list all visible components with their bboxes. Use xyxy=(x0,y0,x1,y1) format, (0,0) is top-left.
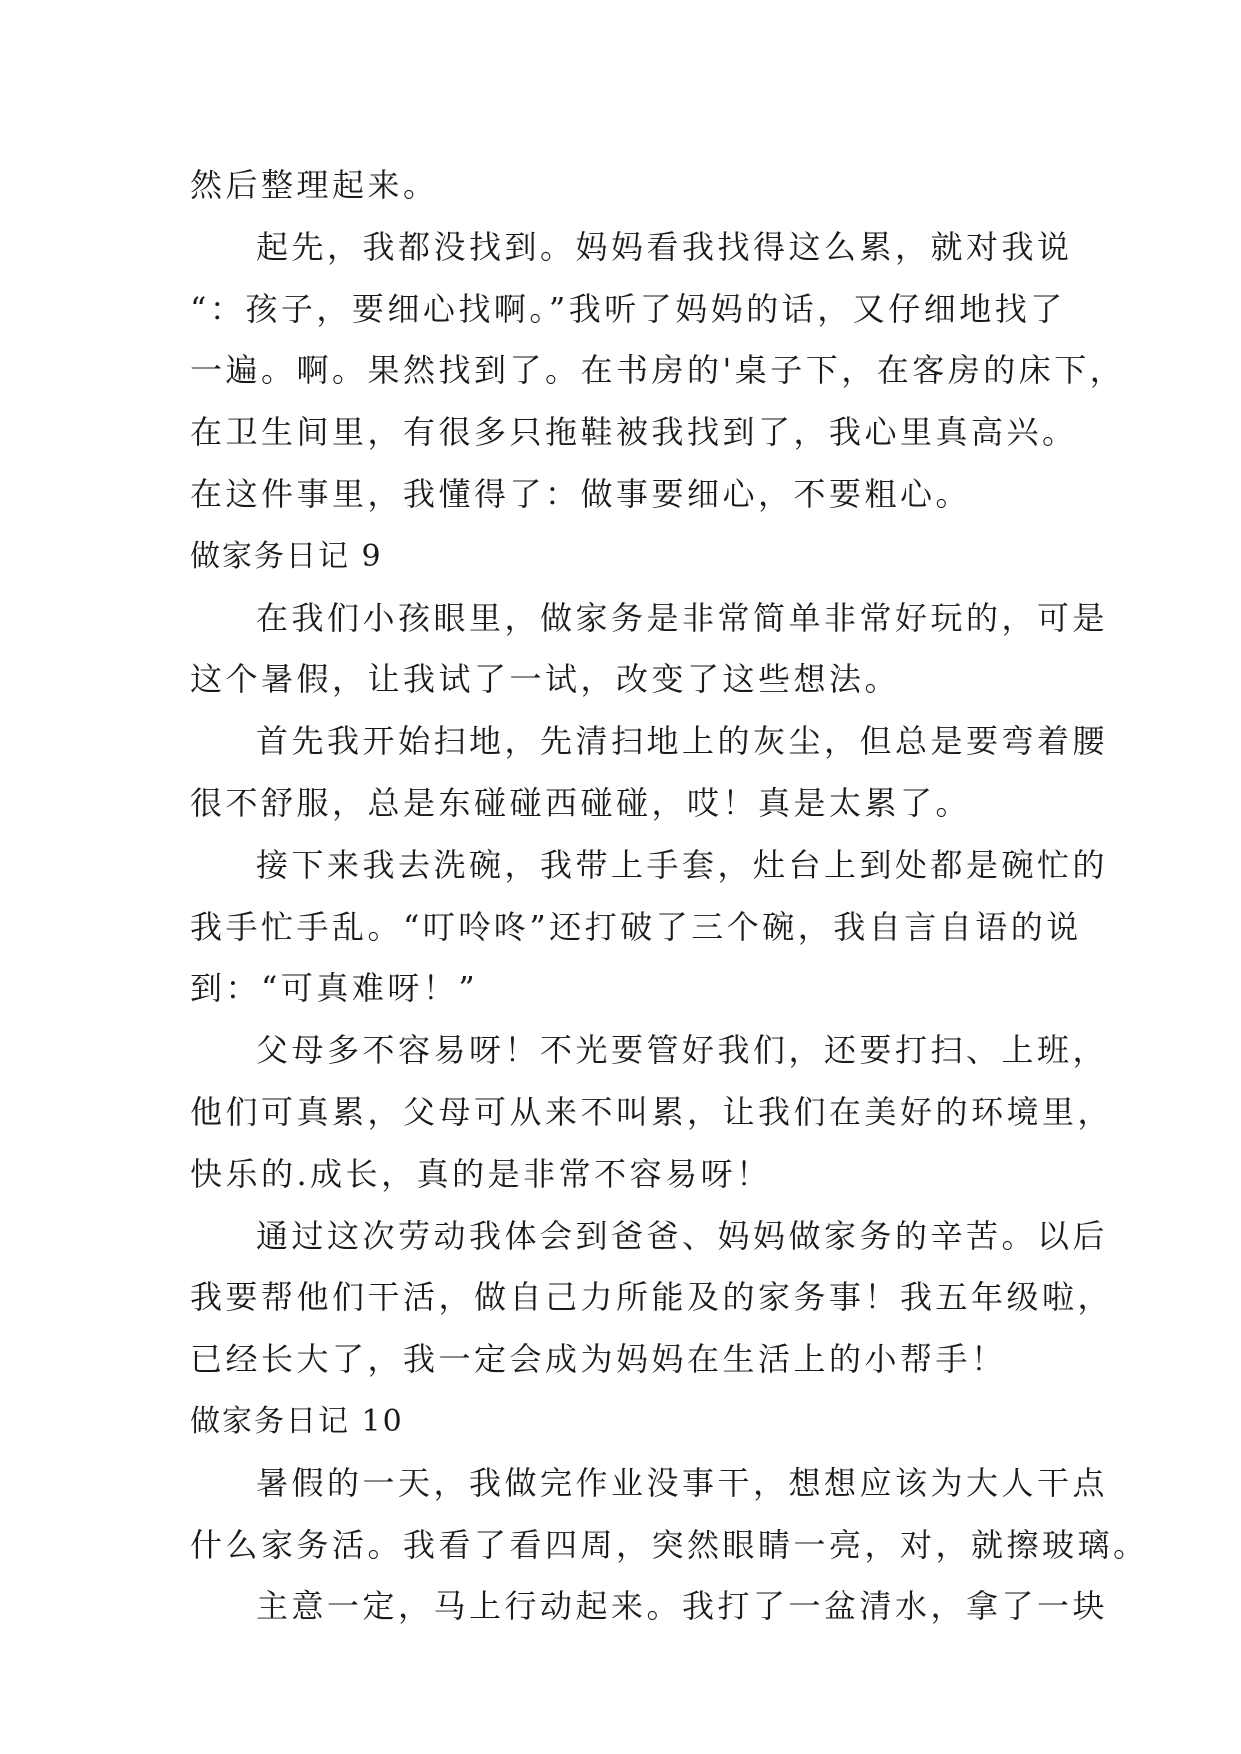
paragraph-line: 起先，我都没找到。妈妈看我找得这么累，就对我说 xyxy=(256,227,1073,266)
paragraph-line: 到：“可真难呀！” xyxy=(190,969,479,1008)
section-heading: 做家务日记 9 xyxy=(190,538,383,574)
document-page xyxy=(190,155,1149,1638)
paragraph-line: 主意一定，马上行动起来。我打了一盆清水，拿了一块 xyxy=(256,1587,1109,1626)
paragraph-line: 暑假的一天，我做完作业没事干，想想应该为大人干点 xyxy=(256,1463,1109,1502)
paragraph-line: 父母多不容易呀！不光要管好我们，还要打扫、上班， xyxy=(256,1031,1109,1070)
paragraph-line: 我手忙手乱。“叮呤咚”还打破了三个碗，我自言自语的说 xyxy=(190,907,1082,946)
paragraph-line: 我要帮他们干活，做自己力所能及的家务事！我五年级啦， xyxy=(190,1278,1114,1317)
paragraph-line: 通过这次劳动我体会到爸爸、妈妈做家务的辛苦。以后 xyxy=(256,1216,1109,1255)
paragraph-line: 这个暑假，让我试了一试，改变了这些想法。 xyxy=(190,660,901,699)
paragraph-line: 很不舒服，总是东碰碰西碰碰，哎！真是太累了。 xyxy=(190,783,972,822)
paragraph-line: 然后整理起来。 xyxy=(190,166,439,204)
paragraph-line: 快乐的.成长，真的是非常不容易呀！ xyxy=(190,1154,772,1193)
paragraph-line: “：孩子，要细心找啊。”我听了妈妈的话，又仔细地找了 xyxy=(190,289,1066,328)
paragraph-line: 在卫生间里，有很多只拖鞋被我找到了，我心里真高兴。 xyxy=(190,413,1078,452)
section-heading: 做家务日记 10 xyxy=(190,1403,404,1439)
paragraph-line: 已经长大了，我一定会成为妈妈在生活上的小帮手！ xyxy=(190,1340,1007,1379)
paragraph-line: 什么家务活。我看了看四周，突然眼睛一亮，对，就擦玻璃。 xyxy=(190,1525,1149,1564)
paragraph-line: 接下来我去洗碗，我带上手套，灶台上到处都是碗忙的 xyxy=(256,845,1109,884)
paragraph-line: 一遍。啊。果然找到了。在书房的'桌子下，在客房的床下， xyxy=(190,351,1126,390)
paragraph-line: 在这件事里，我懂得了：做事要细心，不要粗心。 xyxy=(190,474,972,513)
paragraph-line: 在我们小孩眼里，做家务是非常简单非常好玩的，可是 xyxy=(256,598,1109,637)
paragraph-line: 他们可真累，父母可从来不叫累，让我们在美好的环境里， xyxy=(190,1092,1114,1131)
paragraph-line: 首先我开始扫地，先清扫地上的灰尘，但总是要弯着腰 xyxy=(256,722,1109,761)
